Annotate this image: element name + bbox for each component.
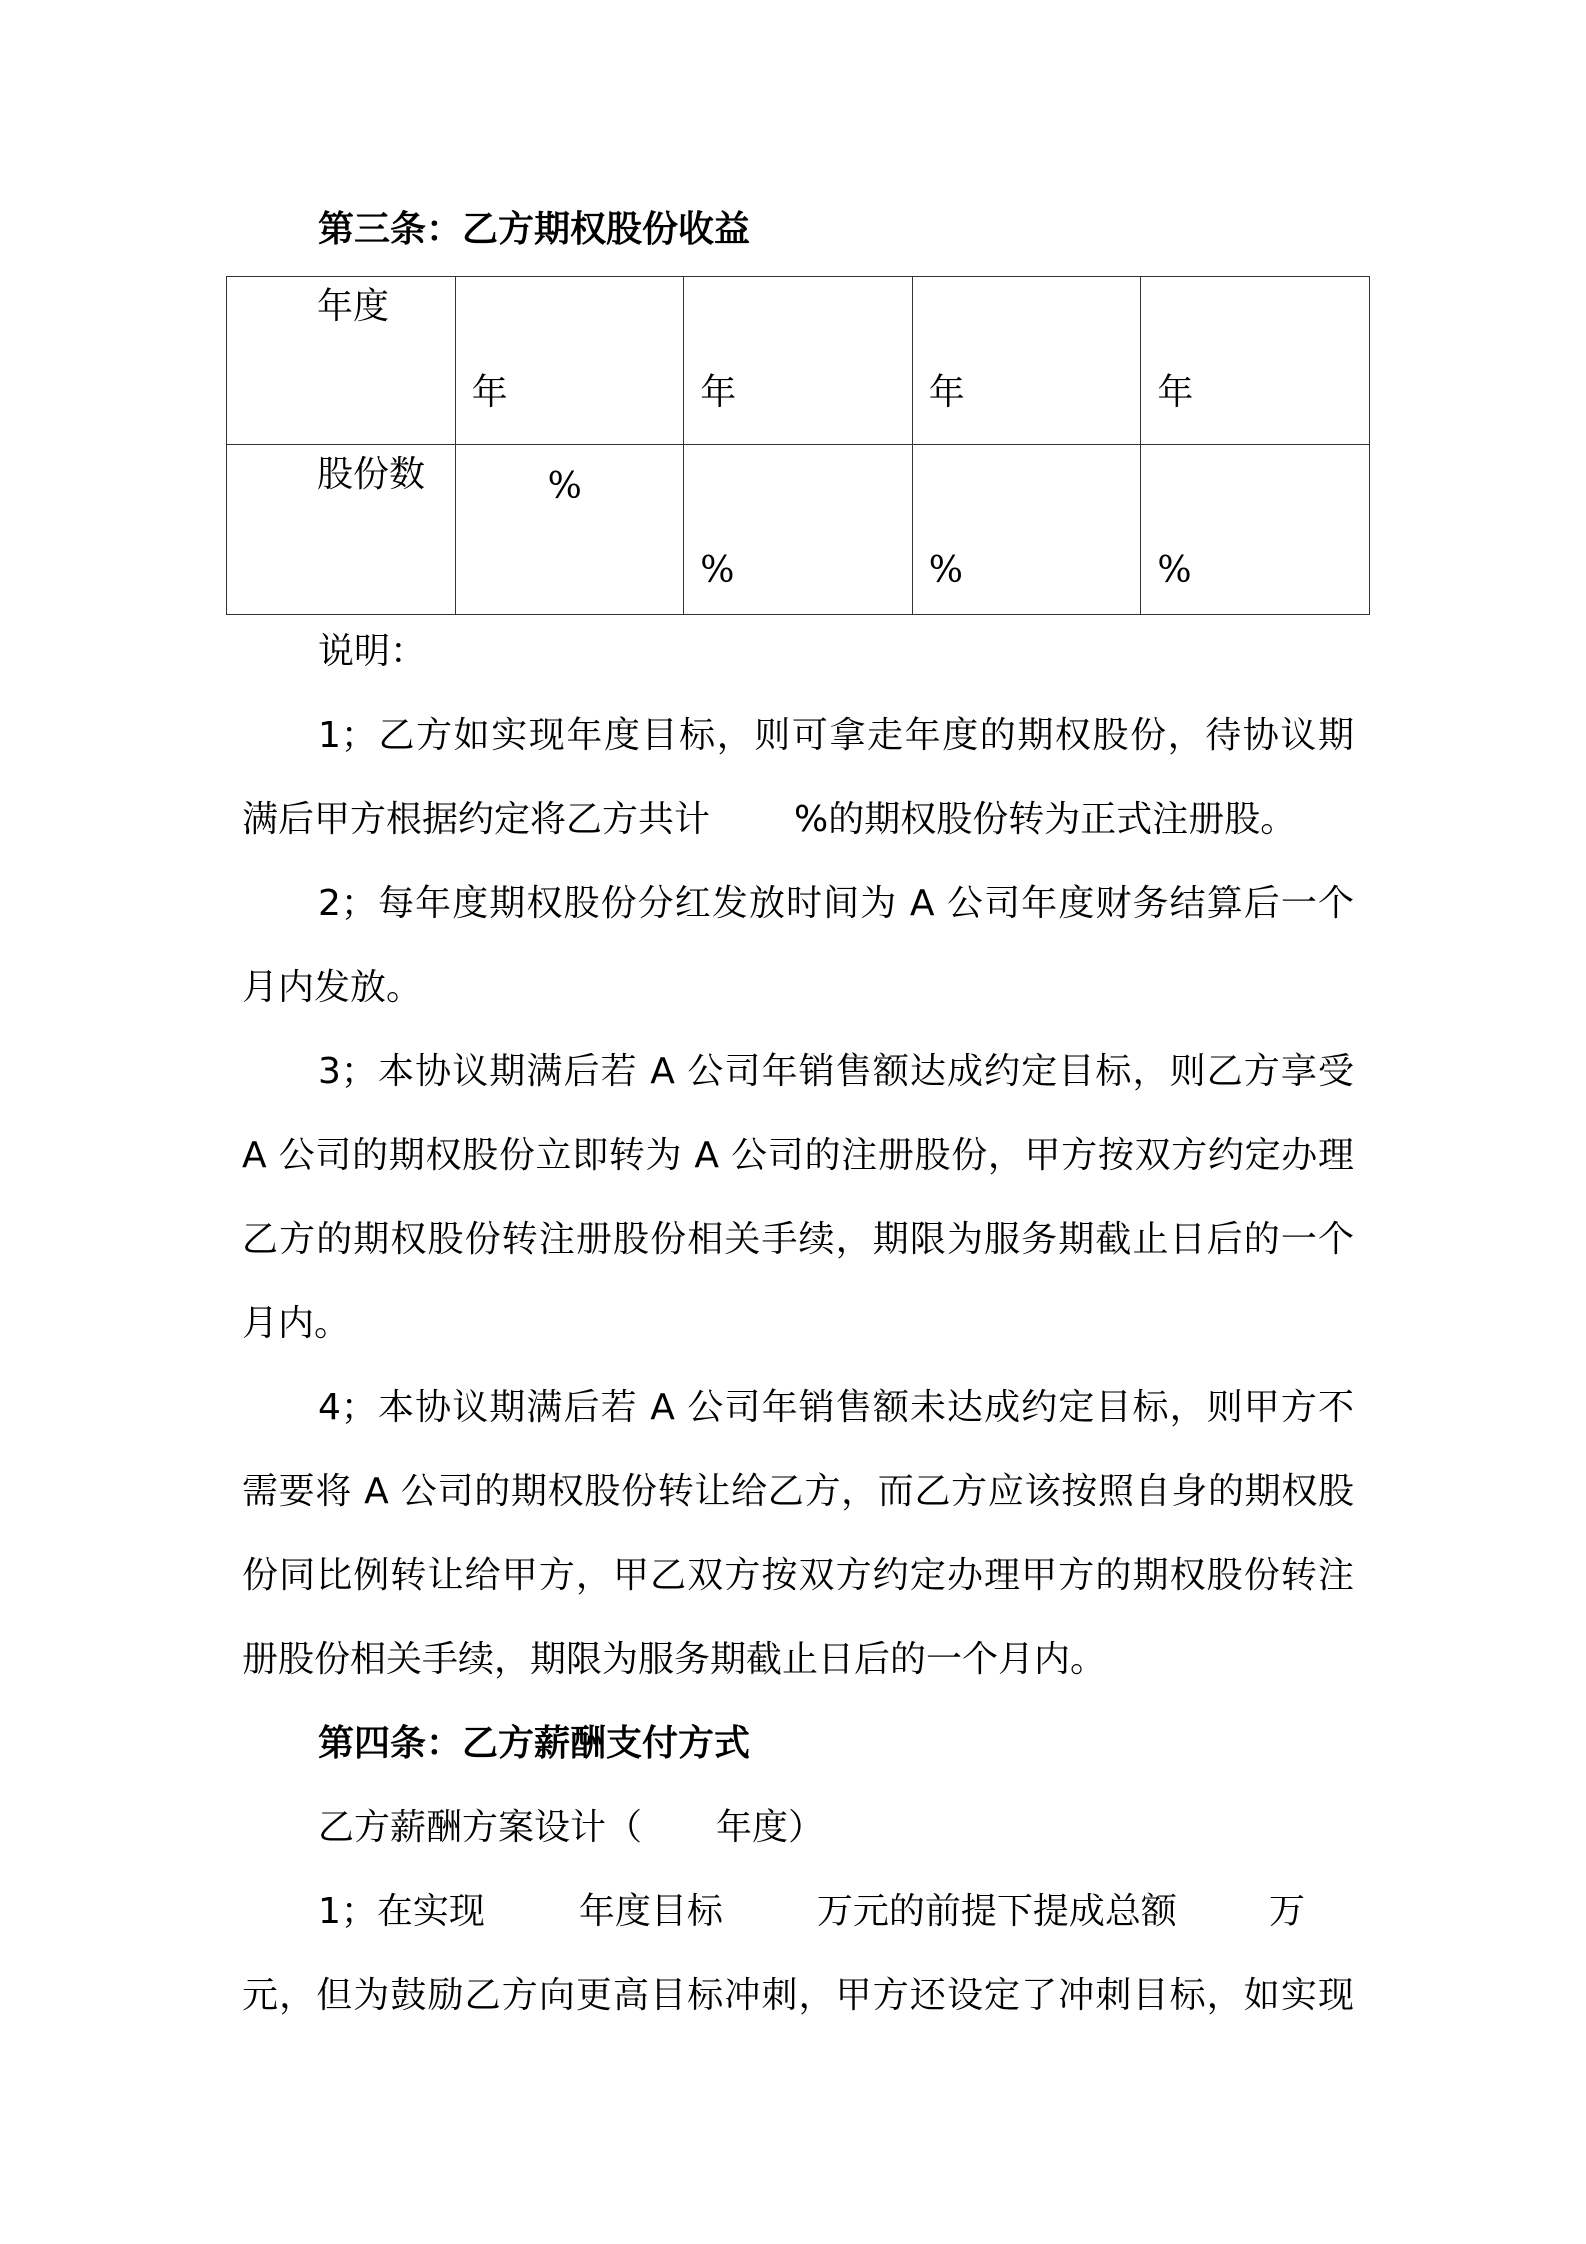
table-cell <box>1141 277 1370 445</box>
table-cell <box>912 445 1141 615</box>
table-cell <box>684 445 913 615</box>
table-row <box>227 277 1370 445</box>
percent-cell-2: % <box>700 550 735 591</box>
item1-line2-start: 满后甲方根据约定将乙方共计 <box>242 799 711 840</box>
item4-line3: 份同比例转让给甲方，甲乙双方按双方约定办理甲方的期权股份转注 <box>242 1555 1354 1596</box>
item3-line3: 乙方的期权股份转注册股份相关手续，期限为服务期截止日后的一个 <box>242 1219 1354 1260</box>
item2-line2: 月内发放。 <box>242 967 423 1008</box>
table-cell <box>684 277 913 445</box>
percent-cell-1: % <box>547 466 582 507</box>
a4-item1-seg2: 年度目标 <box>578 1891 723 1932</box>
a4-item1-seg3: 万元的前提下提成总额 <box>816 1891 1177 1932</box>
article3-heading: 第三条：乙方期权股份收益 <box>318 209 751 250</box>
table-row <box>227 445 1370 615</box>
shares-label: 股份数 <box>317 454 426 495</box>
a4-item1-line2: 元，但为鼓励乙方向更高目标冲刺，甲方还设定了冲刺目标，如实现 <box>242 1975 1354 2016</box>
a4-item1-seg4: 万 <box>1268 1891 1305 1932</box>
a4-item1-seg1: 1；在实现 <box>318 1891 485 1932</box>
item2-line1: 2；每年度期权股份分红发放时间为 A 公司年度财务结算后一个 <box>318 883 1354 924</box>
item1-line2 <box>242 796 1296 844</box>
table-cell <box>912 277 1141 445</box>
table-cell <box>1141 445 1370 615</box>
item3-line4: 月内。 <box>242 1303 351 1344</box>
plan-start: 乙方薪酬方案设计（ <box>318 1807 643 1848</box>
table-cell <box>455 277 684 445</box>
item4-line2: 需要将 A 公司的期权股份转让给乙方，而乙方应该按照自身的期权股 <box>242 1471 1354 1512</box>
a4-item1-line1 <box>318 1888 1305 1936</box>
table-cell <box>455 445 684 615</box>
year-cell-2: 年 <box>700 372 737 413</box>
item4-line1: 4；本协议期满后若 A 公司年销售额未达成约定目标，则甲方不 <box>318 1387 1354 1428</box>
year-cell-4: 年 <box>1157 372 1194 413</box>
percent-cell-4: % <box>1157 550 1192 591</box>
year-cell-3: 年 <box>928 372 965 413</box>
year-cell-1: 年 <box>471 372 508 413</box>
article4-heading: 第四条：乙方薪酬支付方式 <box>318 1723 751 1764</box>
plan-end: 年度） <box>716 1807 825 1848</box>
item1-line2-end: %的期权股份转为正式注册股。 <box>794 799 1297 840</box>
percent-cell-3: % <box>928 550 963 591</box>
item3-line2: A 公司的期权股份立即转为 A 公司的注册股份，甲方按双方约定办理 <box>242 1135 1354 1176</box>
plan-line <box>318 1804 824 1852</box>
item1-line1: 1；乙方如实现年度目标，则可拿走年度的期权股份，待协议期 <box>318 715 1354 756</box>
table-cell-shares-label <box>227 445 456 615</box>
year-label: 年度 <box>317 286 390 327</box>
item3-line1: 3；本协议期满后若 A 公司年销售额达成约定目标，则乙方享受 <box>318 1051 1354 1092</box>
table-cell-year-label <box>227 277 456 445</box>
note-label: 说明： <box>318 631 427 672</box>
item4-line4: 册股份相关手续，期限为服务期截止日后的一个月内。 <box>242 1639 1107 1680</box>
share-table <box>226 276 1370 615</box>
